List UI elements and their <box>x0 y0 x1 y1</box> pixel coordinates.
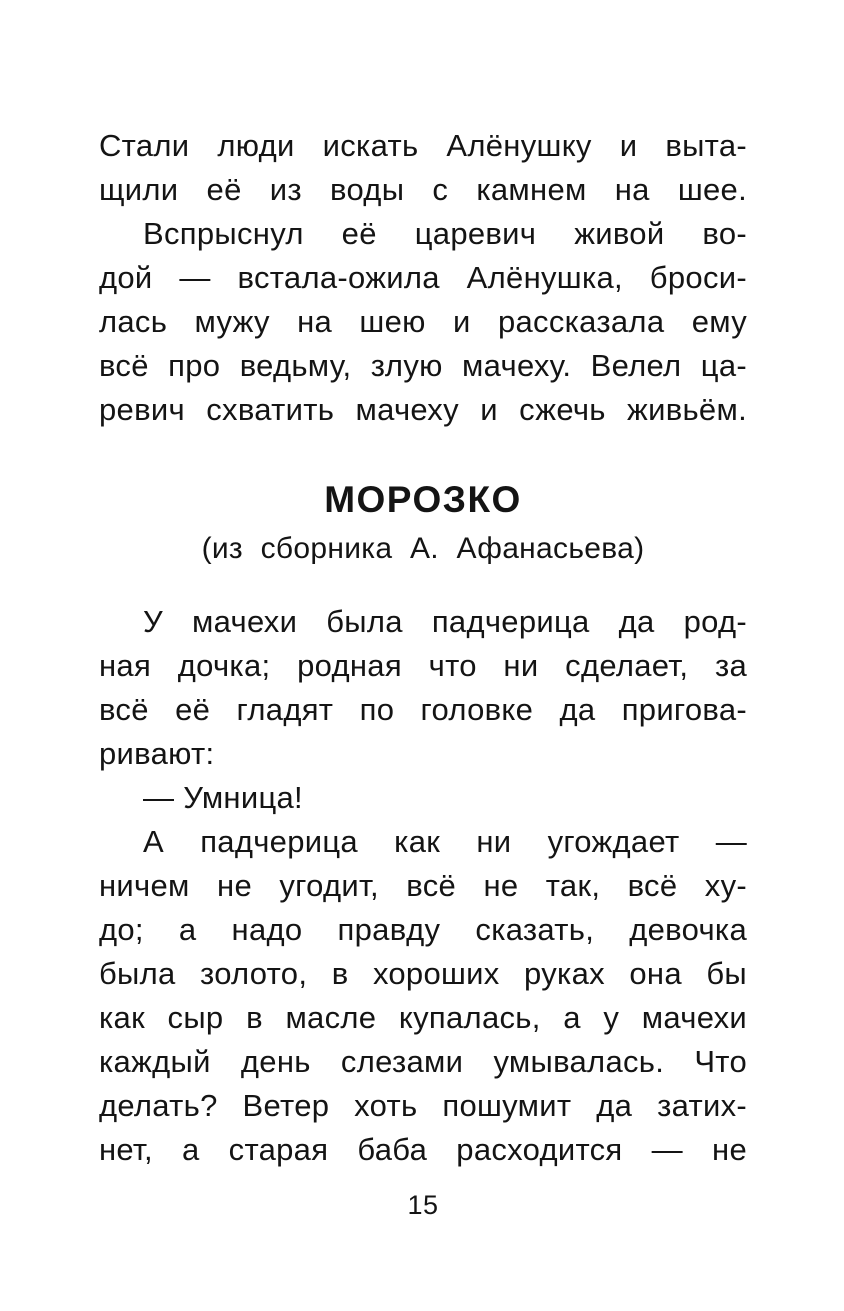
chapter-title: МОРОЗКО <box>324 479 522 520</box>
text-line: как сыр в масле купалась, а у мачехи <box>99 1000 747 1035</box>
text-line: всё её гладят по головке да пригова- <box>99 692 747 727</box>
paragraph <box>99 600 747 776</box>
dialogue-line: — Умница! <box>143 780 303 815</box>
text-line: ревич схватить мачеху и сжечь живьём. <box>99 392 747 427</box>
text-line: Стали люди искать Алёнушку и выта- <box>99 128 747 163</box>
text-line: всё про ведьму, злую мачеху. Велел ца- <box>99 348 747 383</box>
text-line: каждый день слезами умывалась. Что <box>99 1044 747 1079</box>
chapter-heading <box>99 480 747 568</box>
paragraph <box>99 124 747 212</box>
paragraph <box>99 820 747 1172</box>
text-line: делать? Ветер хоть пошумит да затих- <box>99 1088 747 1123</box>
paragraph <box>99 212 747 432</box>
text-line: ная дочка; родная что ни сделает, за <box>99 648 747 683</box>
text-line: щили её из воды с камнем на шее. <box>99 172 747 207</box>
page-number: 15 <box>407 1190 439 1220</box>
chapter-subtitle: (из сборника А. Афанасьева) <box>201 532 645 565</box>
text-line: была золото, в хороших руках она бы <box>99 956 747 991</box>
text-line: ничем не угодит, всё не так, всё ху- <box>99 868 747 903</box>
text-line: У мачехи была падчерица да род- <box>143 604 747 639</box>
text-line: дой — встала-ожила Алёнушка, броси- <box>99 260 747 295</box>
text-line: до; а надо правду сказать, девочка <box>99 912 747 947</box>
text-line: лась мужу на шею и рассказала ему <box>99 304 747 339</box>
text-line: Вспрыснул её царевич живой во- <box>143 216 747 251</box>
text-line: нет, а старая баба расходится — не <box>99 1132 747 1167</box>
text-line: ривают: <box>99 736 215 771</box>
text-line: А падчерица как ни угождает — <box>143 824 747 859</box>
story-text <box>99 124 747 1172</box>
paragraph <box>99 776 747 820</box>
spacer <box>99 568 747 600</box>
